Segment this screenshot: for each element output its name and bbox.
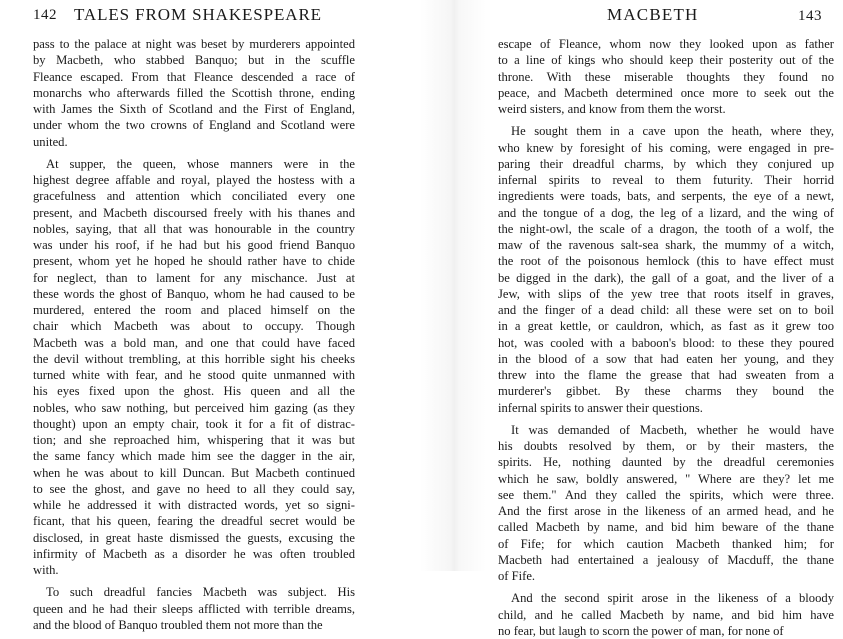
text-line: peace, and Macbeth determined once more to seek out the — [498, 85, 834, 100]
text-line: murdered, entered the room and placed himself on the — [33, 303, 355, 317]
text-line: see them." And they called the spirits, which were three. — [498, 487, 834, 502]
text-line: murderer's gibbet. By these charms they bound the — [498, 384, 834, 399]
text-line: when he was about to kill Duncan. But Macbeth continued — [33, 465, 355, 480]
text-line: thought) upon an empty chair, took it for a fit of distrac- — [33, 416, 355, 431]
text-line: be digged in the dark), the gall of a goat, and the liver of a — [498, 270, 834, 285]
right-page-header — [498, 0, 843, 30]
text-line: spirits. He, nothing daunted by the dreadful ceremonies — [498, 455, 834, 470]
left-page-number: 142 — [33, 7, 57, 23]
text-line: To such dreadful fancies Macbeth was subject. His — [46, 585, 355, 600]
text-line: hot, was cooled with a baboon's blood: to these they poured — [498, 335, 834, 350]
text-line: his doubts resolved by them, or by their masters, the — [498, 439, 834, 453]
text-line: infernal spirits to reveal to them futurity. Their horrid — [498, 173, 834, 187]
text-line: no fear, but laugh to scorn the power of man, for none of — [498, 623, 784, 638]
text-line: of Fife; for which caution Macbeth thanked him; for — [498, 536, 834, 551]
right-page-number: 143 — [798, 8, 822, 24]
text-line: united. — [33, 134, 68, 149]
text-line: who knew by foresight of his coming, were engaged in pre- — [498, 140, 834, 155]
text-line: Macbeth was a bold man, and one that could have faced — [33, 335, 355, 350]
text-line: present, and Macbeth discoursed freely with his thanes and — [33, 205, 355, 220]
text-line: was under his roof, if he had but his good friend Banquo — [33, 238, 355, 252]
left-running-title: TALES FROM SHAKESPEARE — [74, 5, 322, 24]
right-running-title: MACBETH — [607, 5, 699, 24]
text-line: child, and he called Macbeth by name, and bid him have — [498, 607, 834, 622]
text-line: by Macbeth, who stabbed Banquo; but in the scuffle — [33, 53, 355, 68]
text-line: nobles, who saw nothing, but perceived him gazing (as they — [33, 400, 355, 415]
text-line: ficant, that his queen, fearing the dreadful secret would be — [33, 514, 355, 529]
text-line: At supper, the queen, whose manners were in the — [46, 156, 355, 171]
text-line: his eyes fixed upon the ghost. His queen and all the — [33, 384, 355, 399]
right-page — [498, 0, 843, 638]
text-line: of Fife. — [498, 569, 536, 583]
text-line: under whom the two crowns of England and Scotland were — [33, 118, 355, 133]
paragraph — [498, 590, 843, 639]
text-line: He sought them in a cave upon the heath, where they, — [511, 124, 834, 139]
text-line: tion; and she reproached him, whispering that it was but — [33, 433, 355, 447]
paragraph — [498, 123, 843, 416]
left-page-body — [33, 36, 384, 633]
text-line: throne. With these miserable thoughts they found no — [498, 69, 834, 84]
text-line: to see the ghost, and gave no heed to all they could say, — [33, 481, 355, 496]
text-line: the root of the poisonous hemlock (this to have effect must — [498, 254, 834, 269]
text-line: called Macbeth by name, and bid him beware of the thane — [498, 520, 834, 535]
text-line: And the first arose in the likeness of an armed head, and he — [498, 504, 834, 518]
paragraph — [498, 36, 843, 117]
text-line: Macbeth had entertained a jealousy of Macduff, the thane — [498, 552, 834, 567]
paragraph — [498, 422, 843, 585]
text-line: chair which Macbeth was about to occupy. Though — [33, 319, 355, 334]
paragraph — [33, 584, 384, 633]
text-line: weird sisters, and know from them the worst. — [498, 102, 726, 116]
text-line: the night-owl, the scale of a dragon, the tooth of a wolf, the — [498, 221, 834, 236]
text-line: with. — [33, 563, 59, 577]
text-line: pass to the palace at night was beset by murderers appointed — [33, 37, 355, 51]
text-line: turned white with fear, and he stood quite unmanned with — [33, 368, 355, 382]
text-line: Fleance escaped. From that Fleance descended a race of — [33, 69, 355, 84]
text-line: threw into the flame the grease that had sweaten from a — [498, 368, 834, 382]
text-line: gracefulness and attention which conciliated every one — [33, 189, 355, 204]
text-line: infernal spirits to answer their questions. — [498, 400, 703, 415]
text-line: while he addressed it with distracted words, yet so signi- — [33, 498, 355, 512]
text-line: in the blood of a sow that had eaten her young, and they — [498, 351, 834, 366]
text-line: these words the ghost of Banquo, whom he had caused to be — [33, 286, 355, 301]
text-line: It was demanded of Macbeth, whether he would have — [511, 422, 834, 437]
text-line: paring their dreadful charms, by which they conjured up — [498, 156, 834, 171]
text-line: the devil without trembling, at this horrible sight his cheeks — [33, 351, 355, 366]
text-line: which he saw, boldly answered, " Where are they? let me — [498, 471, 834, 486]
text-line: in a great kettle, or cauldron, which, as fast as it grew too — [498, 319, 834, 334]
text-line: ingredients were toads, bats, and serpents, the eye of a newt, — [498, 189, 834, 204]
text-line: highest degree affable and royal, played the hostess with a — [33, 173, 355, 187]
left-page-header — [33, 0, 384, 30]
text-line: disclosed, in great haste dismissed the guests, excusing the — [33, 530, 355, 545]
text-line: present, whom yet he hoped he should rather have to chide — [33, 254, 355, 269]
text-line: monarchs who afterwards filled the Scottish throne, ending — [33, 85, 355, 100]
paragraph — [33, 156, 384, 579]
text-line: and the blood of Banquo troubled them not more than the — [33, 617, 323, 632]
right-page-body — [498, 36, 843, 639]
text-line: Jew, with slips of the yew tree that roots itself in graves, — [498, 286, 834, 301]
text-line: escape of Fleance, whom now they looked upon as father — [498, 37, 834, 51]
text-line: infirmity of Macbeth as a disorder he was often troubled — [33, 546, 355, 561]
text-line: nobles, saying, that all that was honourable in the country — [33, 221, 355, 236]
book-gutter — [420, 0, 486, 571]
text-line: the same fancy which made him see the dagger in the air, — [33, 449, 355, 464]
text-line: with James the Sixth of Scotland and the First of England, — [33, 102, 355, 116]
text-line: to a line of kings who should keep their posterity out of the — [498, 53, 834, 68]
text-line: queen and he had their sleeps afflicted with terrible dreams, — [33, 601, 355, 616]
text-line: for neglect, than to lament for any mischance. Just at — [33, 270, 355, 285]
paragraph — [33, 36, 384, 150]
text-line: maw of the ravenous salt-sea shark, the mummy of a witch, — [498, 238, 834, 252]
text-line: and the tongue of a dog, the leg of a lizard, and the wing of — [498, 205, 834, 220]
text-line: And the second spirit arose in the likeness of a bloody — [511, 591, 834, 606]
left-page — [0, 0, 384, 632]
text-line: and the finger of a dead child: all these were set on to boil — [498, 303, 834, 317]
